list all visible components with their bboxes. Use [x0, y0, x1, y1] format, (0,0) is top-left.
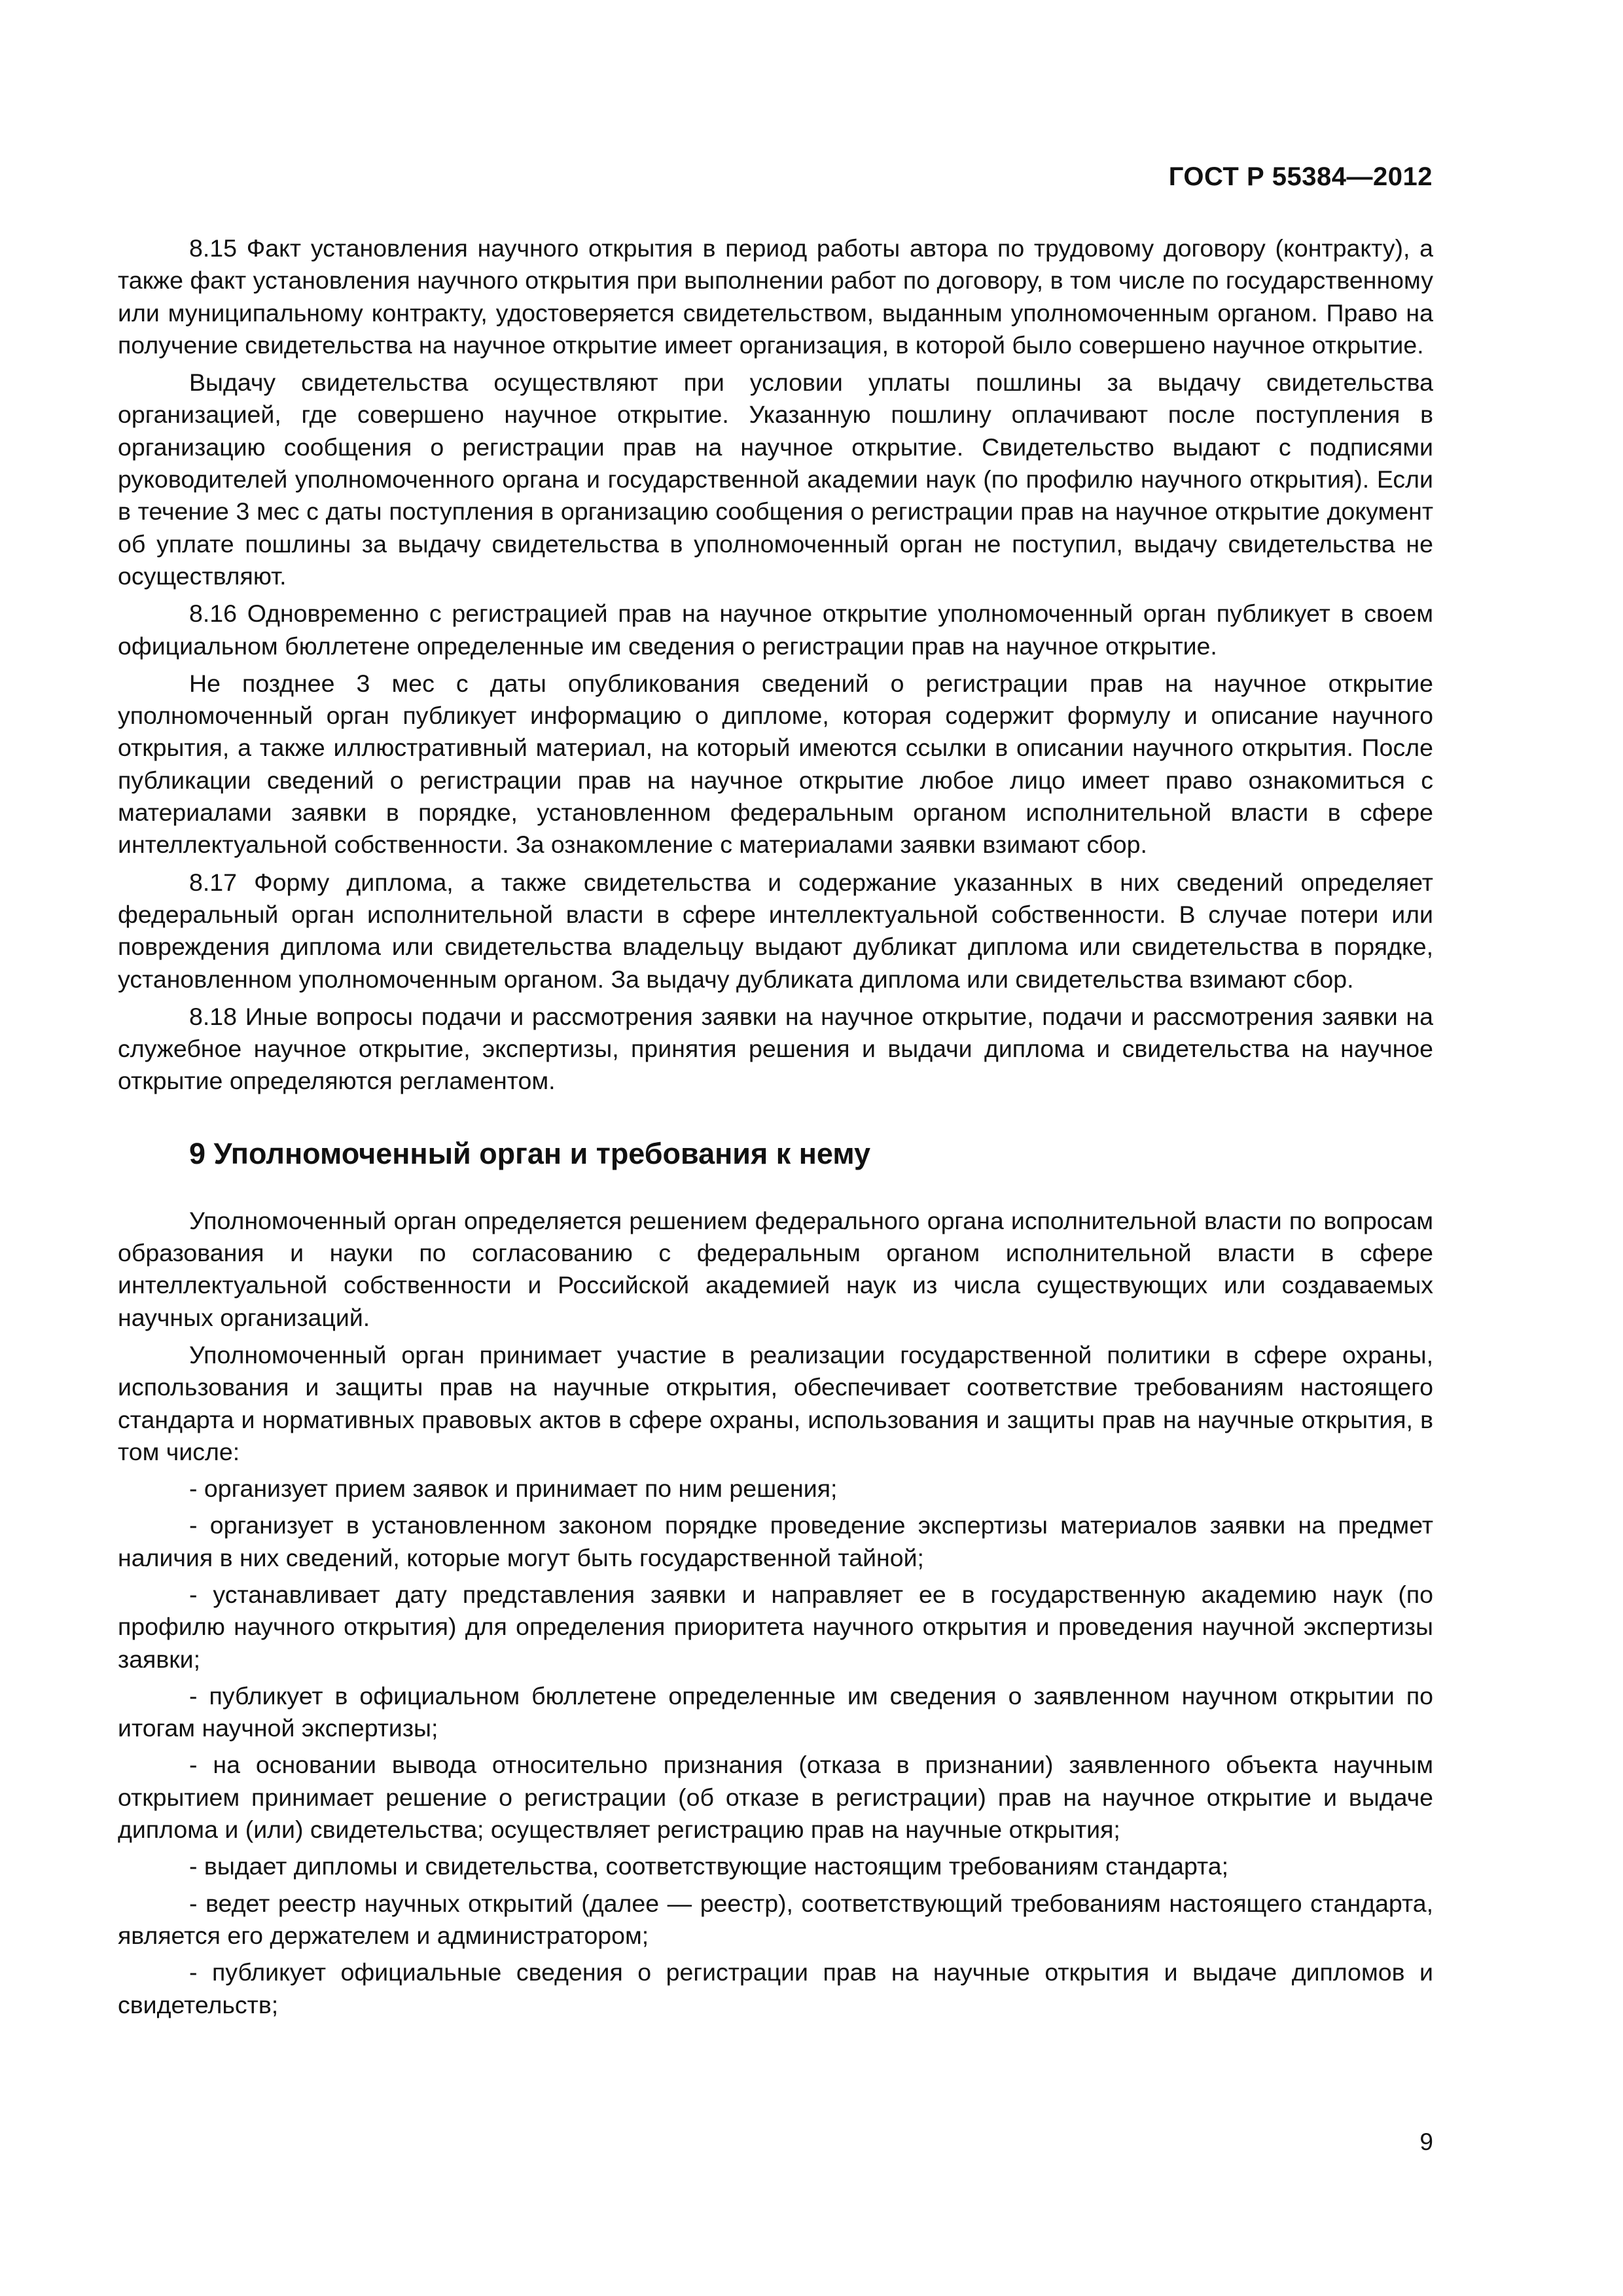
- section-9-paragraph: Уполномоченный орган определяется решением федерального органа исполнительной власти по вопросам образования и науки по согласованию с федеральным органом исполнительной власти в сфере интеллектуальной собственности и Российской академией наук из числа существующих или создаваемых научных организаций.: [118, 1206, 1433, 1331]
- list-item: - на основании вывода относительно признания (отказа в признании) заявленного объекта научным открытием принимает решение о регистрации (об отказе в регистрации) прав на научное открытие и выдаче диплома и (или) свидетельства; осуществляет регистрацию прав на научные открытия;: [118, 1751, 1433, 1844]
- section-9-title: 9 Уполномоченный орган и требования к нему: [189, 1136, 871, 1170]
- paragraph-8-18: 8.18 Иные вопросы подачи и рассмотрения заявки на научное открытие, подачи и рассмотрения заявки на служебное научное открытие, экспертизы, принятия решения и выдачи диплома и свидетельства на научное открытие определяются регламентом.: [118, 1002, 1433, 1095]
- document-body: [118, 232, 1433, 2021]
- list-item: - организует в установленном законом порядке проведение экспертизы материалов заявки на предмет наличия в них сведений, которые могут быть государственной тайной;: [118, 1511, 1433, 1571]
- section-9-paragraph: Уполномоченный орган принимает участие в реализации государственной политики в сфере охраны, использования и защиты прав на научные открытия, обеспечивает соответствие требованиям настоящего стандарта и нормативных правовых актов в сфере охраны, использования и защиты прав на научные открытия, в том числе:: [118, 1340, 1433, 1465]
- list-item: - выдает дипломы и свидетельства, соответствующие настоящим требованиям стандарта;: [189, 1852, 1229, 1880]
- section-9-body: [118, 1205, 1433, 2021]
- paragraph-8-15: 8.15 Факт установления научного открытия в период работы автора по трудовому договору (контракту), а также факт установления научного открытия при выполнении работ по договору, в том числе по государственному или муниципальному контракту, удостоверяется свидетельством, выданным уполномоченным органом. Право на получение свидетельства на научное открытие имеет организация, в которой было совершено научное открытие.: [118, 234, 1433, 359]
- list-item: - ведет реестр научных открытий (далее — реестр), соответствующий требованиям настоящего стандарта, является его держателем и администратором;: [118, 1889, 1433, 1949]
- paragraph-8-15-continued: Выдачу свидетельства осуществляют при условии уплаты пошлины за выдачу свидетельства организацией, где совершено научное открытие. Указанную пошлину оплачивают после поступления в организацию сообщения о регистрации прав на научное открытие. Свидетельство выдают с подписями руководителей уполномоченного органа и государственной академии наук (по профилю научного открытия). Если в течение 3 мес с даты поступления в организацию сообщения о регистрации прав на научное открытие документ об уплате пошлины за выдачу свидетельства в уполномоченный орган не поступил, выдачу свидетельства не осуществляют.: [118, 368, 1433, 590]
- paragraph-8-16-continued: Не позднее 3 мес с даты опубликования сведений о регистрации прав на научное открытие уполномоченный орган публикует информацию о дипломе, которая содержит формулу и описание научного открытия, а также иллюстративный материал, на который имеются ссылки в описании научного открытия. После публикации сведений о регистрации прав на научное открытие любое лицо имеет право ознакомиться с материалами заявки в порядке, установленном федеральным органом исполнительной власти в сфере интеллектуальной собственности. За ознакомление с материалами заявки взимают сбор.: [118, 669, 1433, 859]
- list-item: - устанавливает дату представления заявки и направляет ее в государственную академию наук (по профилю научного открытия) для определения приоритета научного открытия и проведения научной экспертизы заявки;: [118, 1580, 1433, 1673]
- list-item: - публикует в официальном бюллетене определенные им сведения о заявленном научном открытии по итогам научной экспертизы;: [118, 1681, 1433, 1742]
- paragraph-8-16: 8.16 Одновременно с регистрацией прав на научное открытие уполномоченный орган публикует в своем официальном бюллетене определенные им сведения о регистрации прав на научное открытие.: [118, 600, 1433, 660]
- paragraph-8-17: 8.17 Форму диплома, а также свидетельства и содержание указанных в них сведений определяет федеральный орган исполнительной власти в сфере интеллектуальной собственности. В случае потери или повреждения диплома или свидетельства владельцу выдают дубликат диплома или свидетельства в порядке, установленном уполномоченным органом. За выдачу дубликата диплома или свидетельства взимают сбор.: [118, 868, 1433, 993]
- document-code-header: ГОСТ Р 55384—2012: [1168, 162, 1433, 191]
- page-number: 9: [1419, 2128, 1433, 2155]
- list-item: - организует прием заявок и принимает по ним решения;: [189, 1475, 838, 1503]
- list-item: - публикует официальные сведения о регистрации прав на научные открытия и выдаче дипломов и свидетельств;: [118, 1958, 1433, 2018]
